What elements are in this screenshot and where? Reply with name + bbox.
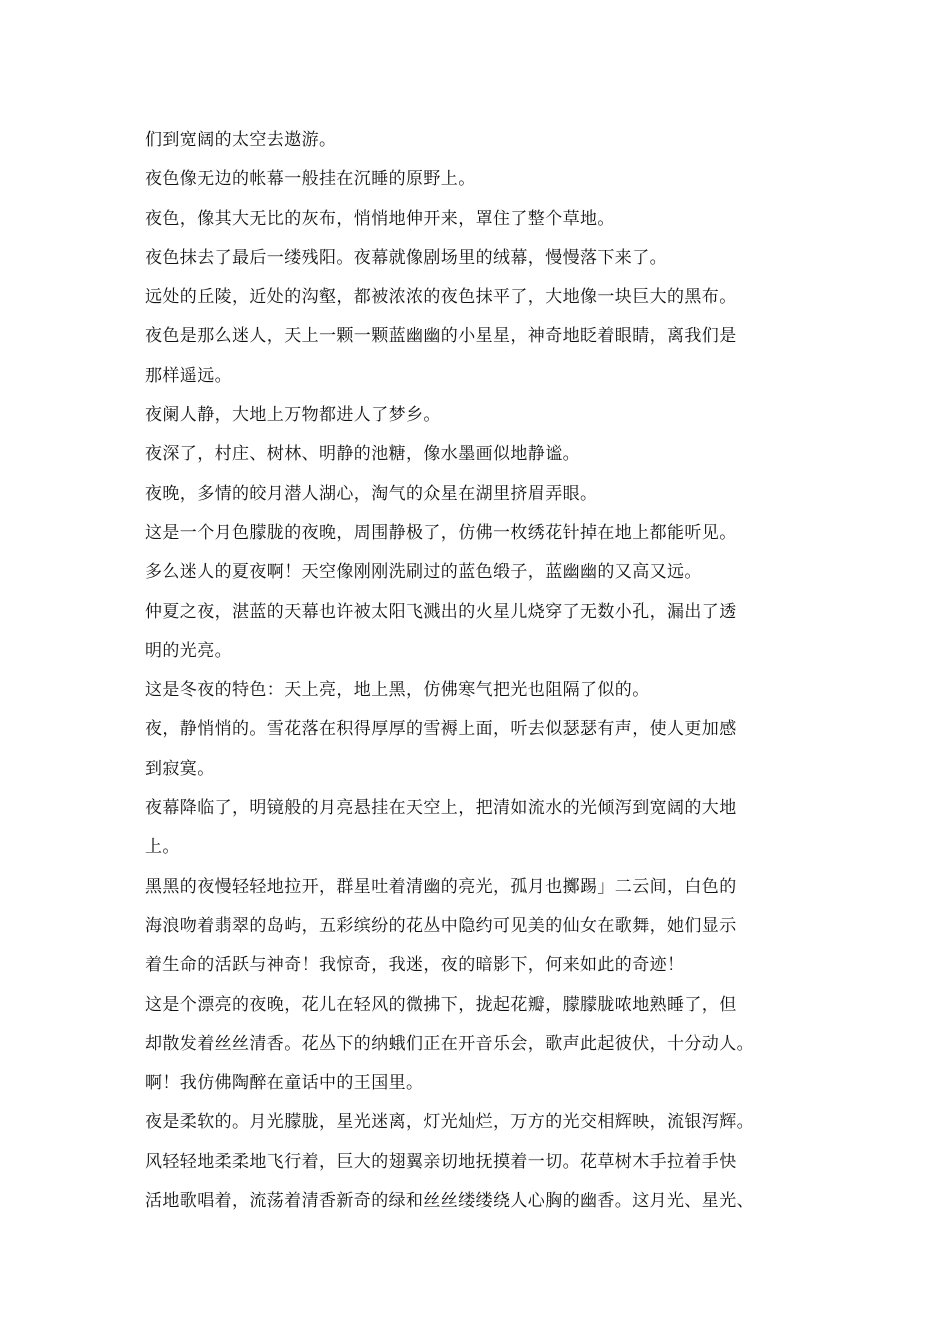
text-line: 黑黑的夜慢轻轻地拉开，群星吐着清幽的亮光，孤月也擲踢」二云间，白色的 [145,876,737,897]
text-line: 们到宽阔的太空去遨游。 [145,130,337,150]
text-line: 着生命的活跃与神奇！我惊奇，我迷，夜的暗影下，何来如此的奇迹！ [145,955,685,976]
text-line: 这是一个月色朦胧的夜晚，周围静极了，仿佛一枚绣花针掉在地上都能听见。 [145,522,737,543]
text-line: 这是个漂亮的夜晚，花儿在轻风的微拂下，拢起花瓣，朦朦胧哝地熟睡了，但 [145,994,737,1015]
text-line: 夜色，像其大无比的灰布，悄悄地伸开来，罩住了整个草地。 [145,208,615,229]
document-body [145,121,825,1221]
text-line: 这是冬夜的特色：天上亮，地上黑，仿佛寒气把光也阻隔了似的。 [145,680,650,701]
text-line: 夜色是那么迷人，天上一颗一颗蓝幽幽的小星星，神奇地眨着眼睛，离我们是 [145,326,737,347]
text-line: 仲夏之夜，湛蓝的天幕也许被太阳飞溅出的火星儿烧穿了无数小孔，漏出了透 [145,601,737,622]
text-line: 夜晚，多情的皎月潜人湖心，淘气的众星在湖里挤眉弄眼。 [145,483,598,504]
text-line: 却散发着丝丝清香。花丛下的纳蛾们正在开音乐会，歌声此起彼伏，十分动人。 [145,1033,754,1054]
text-line: 远处的丘陵，近处的沟壑，都被浓浓的夜色抹平了，大地像一块巨大的黑布。 [145,287,737,308]
text-line: 海浪吻着翡翠的岛屿，五彩缤纷的花丛中隐约可见美的仙女在歌舞，她们显示 [145,915,737,936]
text-line: 夜色抹去了最后一缕残阳。夜幕就像剧场里的绒幕，慢慢落下来了。 [145,247,667,268]
text-line: 风轻轻地柔柔地飞行着，巨大的翅翼亲切地抚摸着一切。花草树木手拉着手快 [145,1151,737,1172]
text-line: 夜是柔软的。月光朦胧，星光迷离，灯光灿烂，万方的光交相辉映，流银泻辉。 [145,1112,754,1133]
text-line: 多么迷人的夏夜啊！天空像刚刚洗刷过的蓝色缎子，蓝幽幽的又高又远。 [145,562,702,583]
text-line: 明的光亮。 [145,640,232,661]
text-line: 夜阑人静，大地上万物都进人了梦乡。 [145,405,441,426]
text-line: 夜，静悄悄的。雪花落在积得厚厚的雪褥上面，听去似瑟瑟有声，使人更加感 [145,719,737,740]
text-line: 那样遥远。 [145,365,232,386]
text-line: 活地歌唱着，流荡着清香新奇的绿和丝丝缕缕绕人心胸的幽香。这月光、星光、 [145,1191,754,1212]
text-line: 啊！我仿佛陶醉在童话中的王国里。 [145,1073,424,1094]
text-line: 上。 [145,837,180,858]
text-line: 夜色像无边的帐幕一般挂在沉睡的原野上。 [145,169,476,190]
text-line: 夜幕降临了，明镜般的月亮悬挂在天空上，把清如流水的光倾泻到宽阔的大地 [145,798,737,819]
text-line: 夜深了，村庄、树林、明静的池糖，像水墨画似地静谧。 [145,444,580,465]
text-line: 到寂寞。 [145,758,215,779]
